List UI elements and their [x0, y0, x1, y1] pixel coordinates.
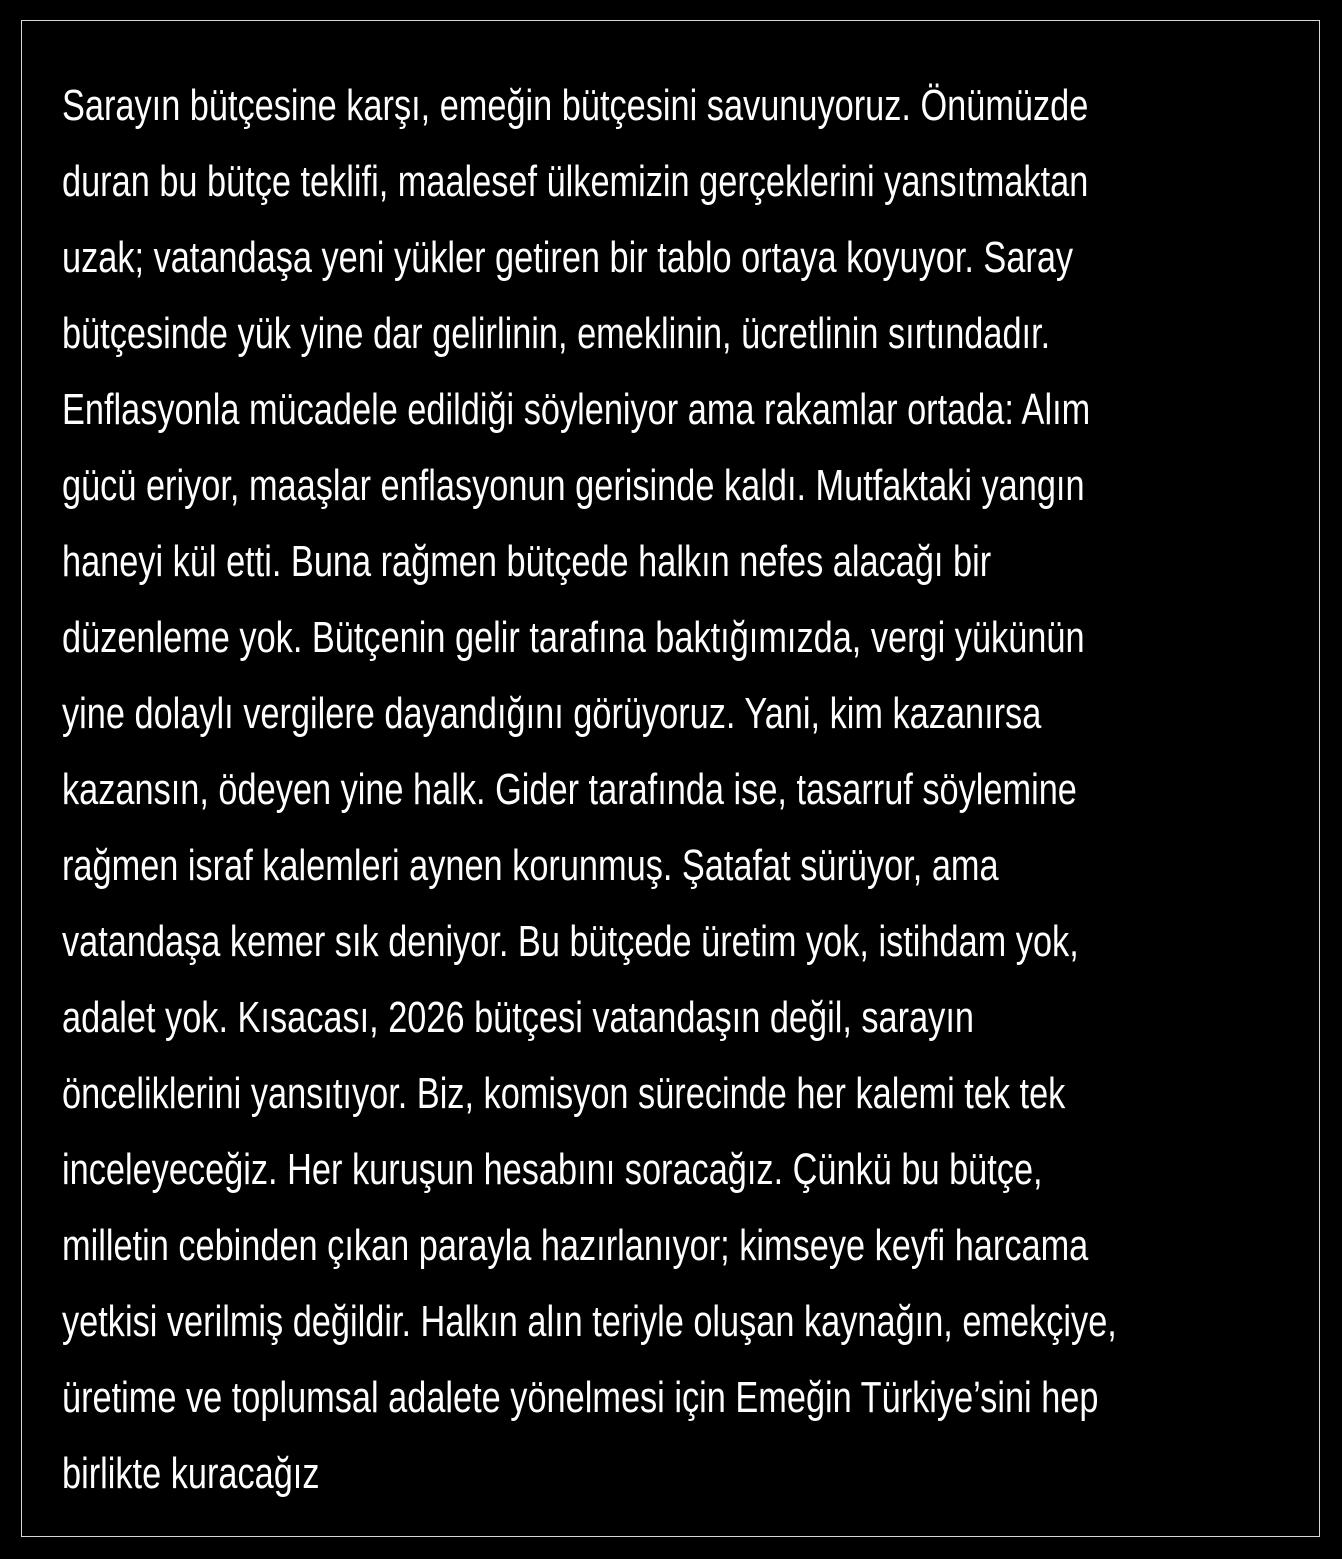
statement-line: vatandaşa kemer sık deniyor. Bu bütçede üretim yok, istihdam yok, — [62, 917, 1079, 966]
statement-line: Enflasyonla mücadele edildiği söyleniyor ama rakamlar ortada: Alım — [62, 385, 1091, 434]
statement-line: rağmen israf kalemleri aynen korunmuş. Şatafat sürüyor, ama — [62, 841, 999, 890]
statement-line: üretime ve toplumsal adalete yönelmesi için Emeğin Türkiye’sini hep — [62, 1373, 1099, 1422]
statement-line: yetkisi verilmiş değildir. Halkın alın teriyle oluşan kaynağın, emekçiye, — [62, 1297, 1117, 1346]
statement-line: düzenleme yok. Bütçenin gelir tarafına baktığımızda, vergi yükünün — [62, 613, 1085, 662]
statement-text — [62, 74, 1277, 1518]
statement-line: kazansın, ödeyen yine halk. Gider tarafında ise, tasarruf söylemine — [62, 765, 1077, 814]
statement-line: haneyi kül etti. Buna rağmen bütçede halkın nefes alacağı bir — [62, 537, 992, 586]
statement-line: Sarayın bütçesine karşı, emeğin bütçesini savunuyoruz. Önümüzde — [62, 81, 1089, 130]
statement-line: gücü eriyor, maaşlar enflasyonun gerisinde kaldı. Mutfaktaki yangın — [62, 461, 1085, 510]
statement-line: inceleyeceğiz. Her kuruşun hesabını soracağız. Çünkü bu bütçe, — [62, 1145, 1043, 1194]
statement-line: milletin cebinden çıkan parayla hazırlanıyor; kimseye keyfi harcama — [62, 1221, 1089, 1270]
statement-line: birlikte kuracağız — [62, 1449, 320, 1498]
statement-line: yine dolaylı vergilere dayandığını görüyoruz. Yani, kim kazanırsa — [62, 689, 1042, 738]
statement-line: adalet yok. Kısacası, 2026 bütçesi vatandaşın değil, sarayın — [62, 993, 974, 1042]
statement-line: bütçesinde yük yine dar gelirlinin, emeklinin, ücretlinin sırtındadır. — [62, 309, 1051, 358]
statement-line: önceliklerini yansıtıyor. Biz, komisyon sürecinde her kalemi tek tek — [62, 1069, 1066, 1118]
statement-line: duran bu bütçe teklifi, maalesef ülkemizin gerçeklerini yansıtmaktan — [62, 157, 1089, 206]
statement-line: uzak; vatandaşa yeni yükler getiren bir tablo ortaya koyuyor. Saray — [62, 233, 1074, 282]
